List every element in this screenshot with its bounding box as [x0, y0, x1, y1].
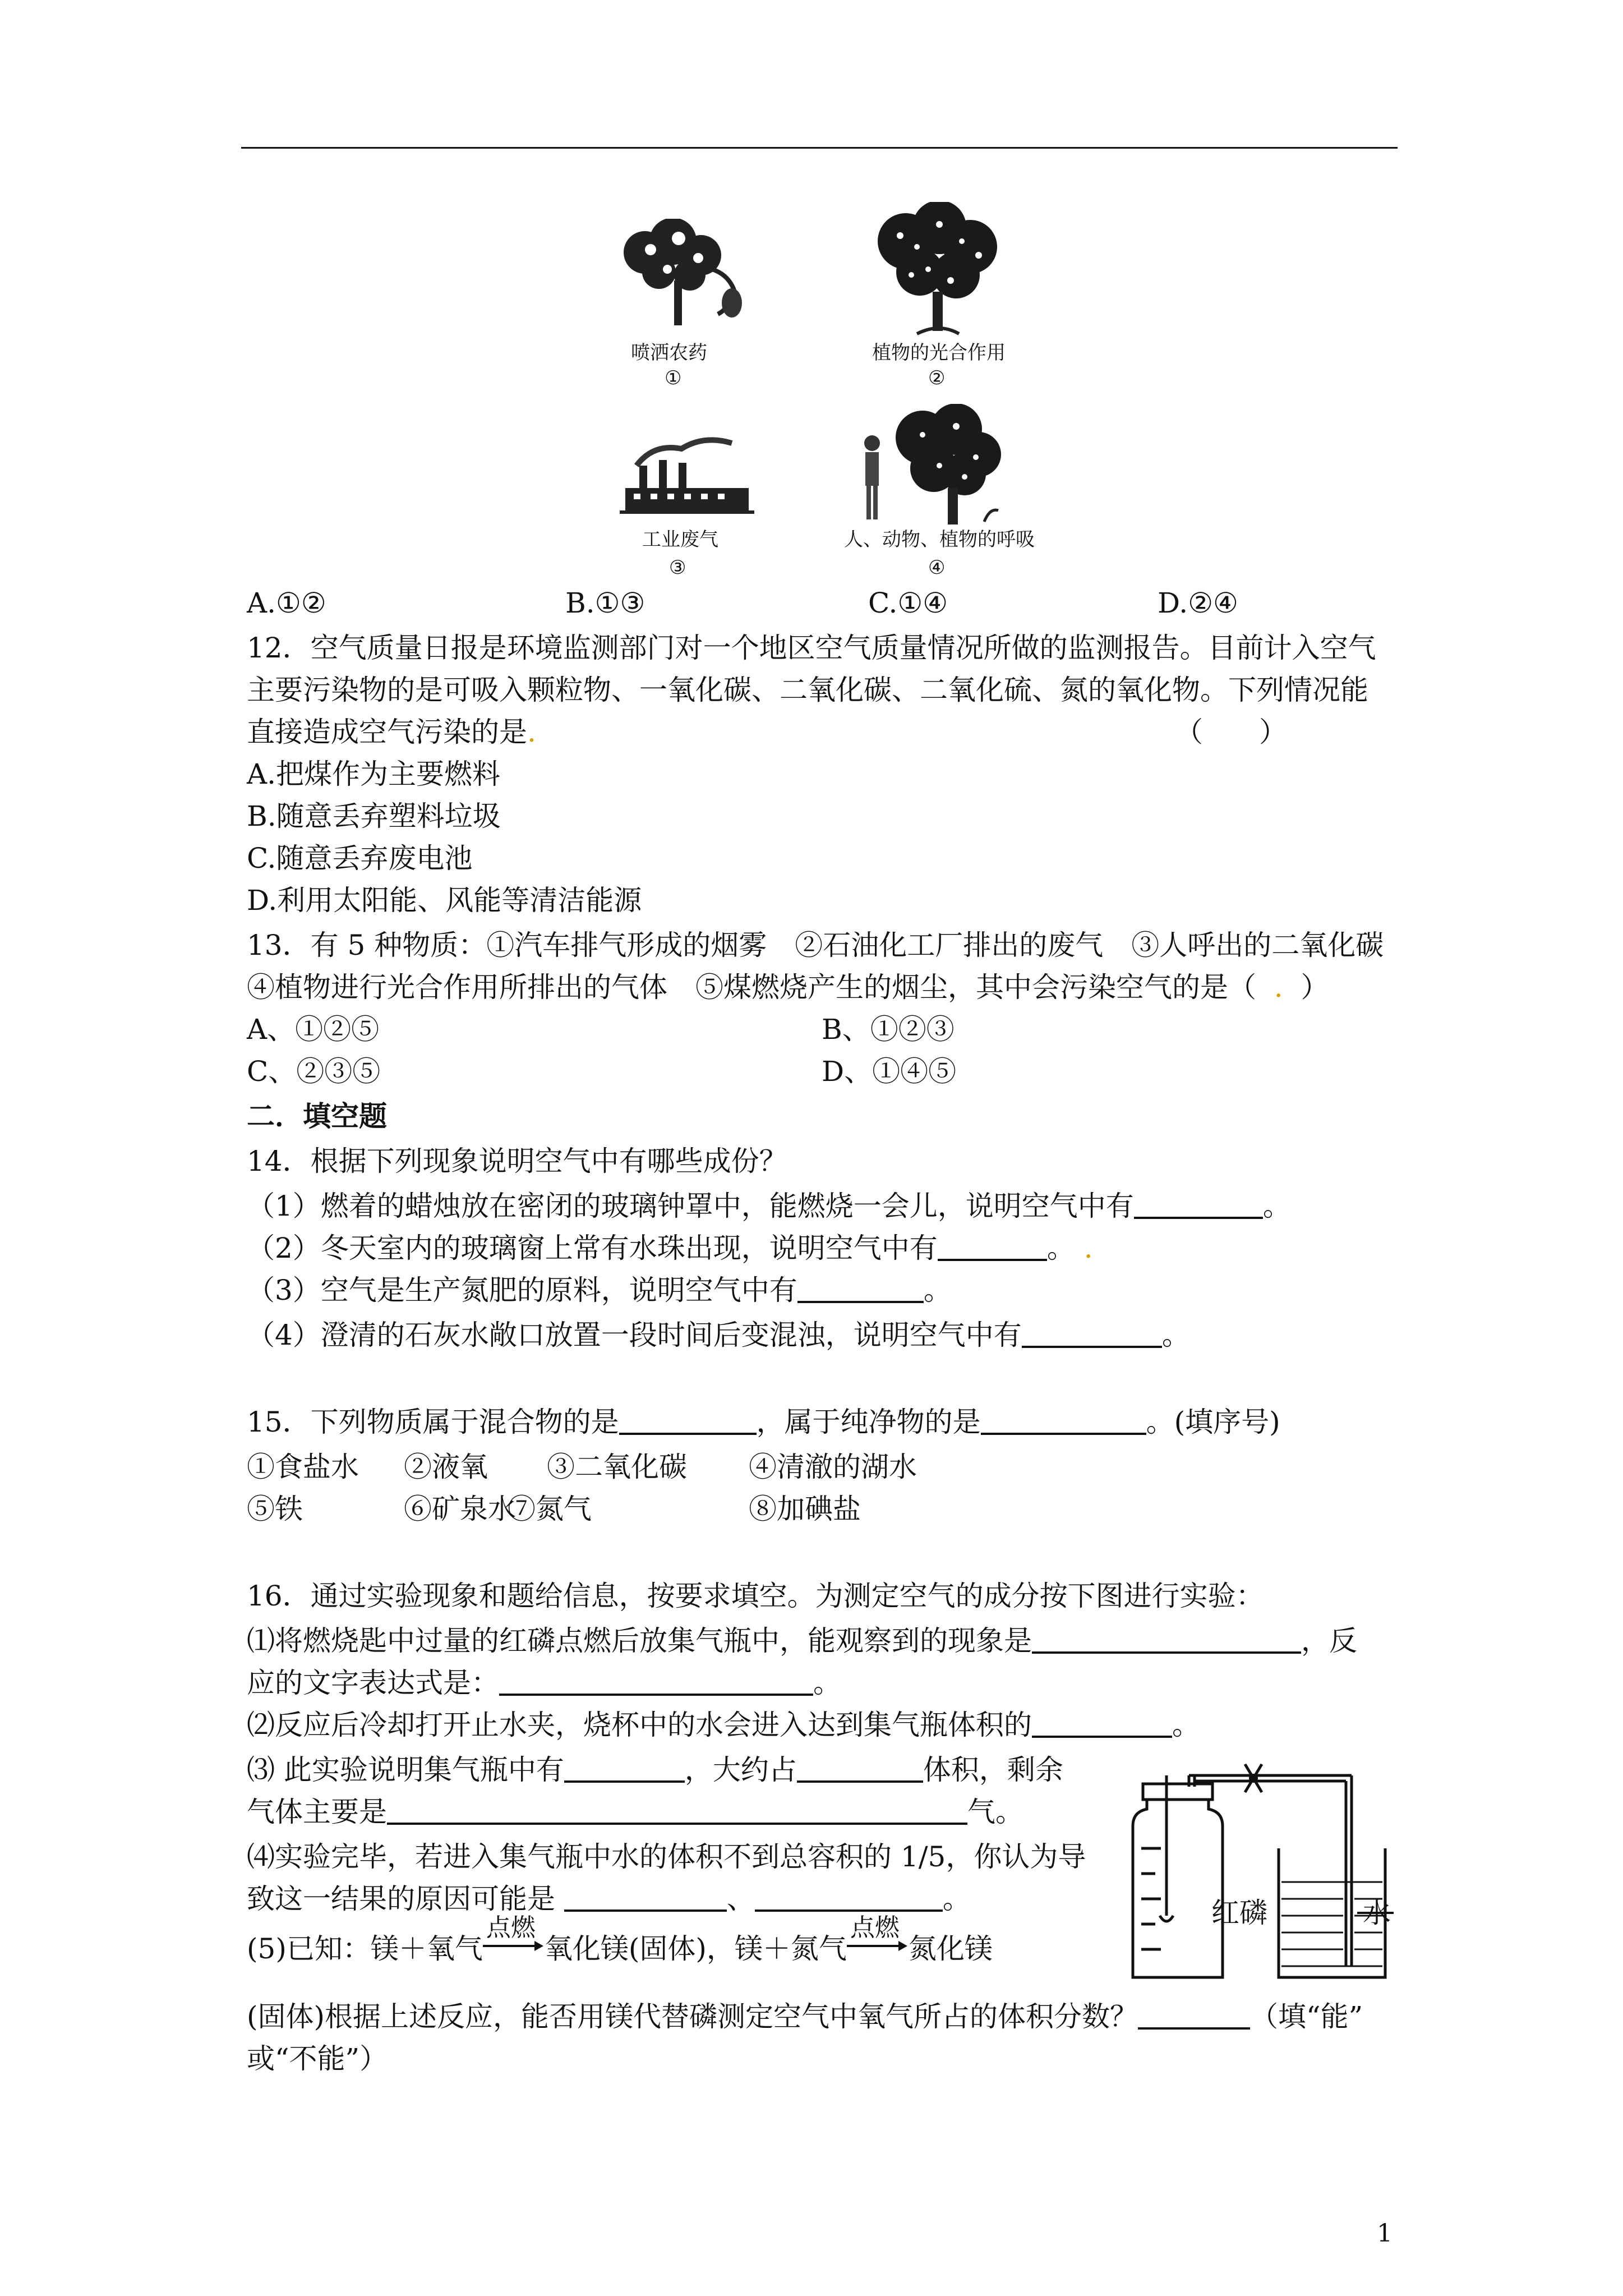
spraying-pesticide-illustration	[611, 219, 757, 331]
apparatus-label-water: 水	[1363, 1897, 1391, 1929]
q15-item-1: ①食盐水	[247, 1451, 359, 1483]
q16-sub-1-equation: 应的文字表达式是： 。	[247, 1667, 841, 1699]
fig-caption-2: 植物的光合作用	[872, 342, 1006, 364]
q12-option-b: B.随意丢弃塑料垃圾	[247, 800, 501, 832]
factory-smoke-illustration	[614, 432, 760, 522]
q16-sub-1: ⑴将燃烧匙中过量的红磷点燃后放集气瓶中，能观察到的现象是 ，反	[247, 1625, 1357, 1657]
q13-option-a: A、①②⑤	[247, 1013, 380, 1046]
q14-sub-4: （4）澄清的石灰水敞口放置一段时间后变混浊，说明空气中有 。	[247, 1319, 1190, 1351]
reaction-arrow-1	[483, 1945, 537, 1947]
fig-caption-4: 人、动物、植物的呼吸	[844, 528, 1035, 551]
fig-number-2: ②	[928, 367, 946, 389]
q16-sub-5-cont-2: 或“不能”）	[247, 2042, 388, 2075]
q13-option-b: B、①②③	[822, 1013, 955, 1046]
fig-number-4: ④	[928, 556, 946, 579]
fig-number-1: ①	[665, 367, 682, 389]
q16-sub-5: (5)已知：镁＋氧气 点燃 氧化镁(固体)，镁＋氮气 点燃 氮化镁	[247, 1913, 993, 1965]
apparatus-label-phosphorus: 红磷	[1211, 1897, 1267, 1929]
fig-caption-1: 喷洒农药	[631, 342, 707, 364]
photosynthesis-tree-illustration	[866, 202, 1007, 339]
q11-option-a: A.①②	[247, 587, 326, 619]
q11-option-d: D.②④	[1158, 587, 1238, 619]
q16-stem: 16．通过实验现象和题给信息，按要求填空。为测定空气的成分按下图进行实验：	[247, 1580, 1264, 1612]
q11-option-b: B.①③	[565, 587, 645, 619]
q15-item-8: ⑧加碘盐	[749, 1493, 861, 1525]
q14-sub-1: （1）燃着的蜡烛放在密闭的玻璃钟罩中，能燃烧一会儿，说明空气中有 。	[247, 1190, 1291, 1222]
q14-stem: 14．根据下列现象说明空气中有哪些成份？	[247, 1145, 787, 1177]
q16-sub-4-cont: 致这一结果的原因可能是 、 。	[247, 1883, 971, 1915]
q16-sub-4: ⑷实验完毕，若进入集气瓶中水的体积不到总容积的 1/5，你认为导	[247, 1841, 1086, 1873]
q16-sub-3-cont: 气体主要是 气。	[247, 1796, 1023, 1828]
q12-option-d: D.利用太阳能、风能等清洁能源	[247, 884, 642, 917]
reaction-arrow-2	[847, 1945, 901, 1947]
q13-line-1: 13．有 5 种物质：①汽车排气形成的烟雾 ②石油化工厂排出的废气 ③人呼出的二氧化碳	[247, 929, 1384, 961]
q15-stem: 15．下列物质属于混合物的是 ，属于纯净物的是 。(填序号)	[247, 1406, 1280, 1438]
q15-item-5: ⑤铁	[247, 1493, 303, 1525]
q14-sub-3: （3）空气是生产氮肥的原料，说明空气中有 。	[247, 1274, 952, 1306]
q13-option-c: C、②③⑤	[247, 1055, 381, 1088]
q12-answer-paren: （ ）	[1175, 716, 1287, 748]
reaction-condition-1: 点燃	[486, 1913, 536, 1942]
q16-sub-3: ⑶ 此实验说明集气瓶中有 ，大约占 体积，剩余	[247, 1754, 1063, 1786]
q12-option-c: C.随意丢弃废电池	[247, 842, 473, 875]
q15-item-7: ⑦氮气	[508, 1493, 592, 1525]
q15-item-6: ⑥矿泉水	[404, 1493, 516, 1525]
q12-line-3: 直接造成空气污染的是.	[247, 716, 536, 748]
page-number: 1	[1377, 2219, 1393, 2248]
q14-sub-2: （2）冬天室内的玻璃窗上常有水珠出现，说明空气中有 。 .	[247, 1232, 1093, 1264]
apparatus-diagram	[1110, 1753, 1396, 1989]
q13-option-d: D、①④⑤	[822, 1055, 957, 1088]
fig-number-3: ③	[669, 556, 686, 579]
fig-caption-3: 工业废气	[642, 528, 718, 551]
respiration-illustration	[850, 404, 1007, 530]
section-title: 二．填空题	[247, 1099, 387, 1133]
q11-option-c: C.①④	[868, 587, 948, 619]
header-rule	[241, 147, 1398, 149]
q12-option-a: A.把煤作为主要燃料	[247, 758, 501, 790]
q15-item-3: ③二氧化碳	[547, 1451, 687, 1483]
q12-line-2: 主要污染物的是可吸入颗粒物、一氧化碳、二氧化碳、二氧化硫、氮的氧化物。下列情况能	[247, 674, 1368, 706]
reaction-condition-2: 点燃	[850, 1913, 900, 1942]
q13-line-2: ④植物进行光合作用所排出的气体 ⑤煤燃烧产生的烟尘，其中会污染空气的是（ . ）	[247, 971, 1329, 1004]
q15-item-2: ②液氧	[404, 1451, 488, 1483]
q16-sub-2: ⑵反应后冷却打开止水夹，烧杯中的水会进入达到集气瓶体积的 。	[247, 1709, 1200, 1741]
q16-sub-5-cont: (固体)根据上述反应，能否用镁代替磷测定空气中氧气所占的体积分数？ （填“能”	[247, 2000, 1363, 2033]
q15-item-4: ④清澈的湖水	[749, 1451, 917, 1483]
q12-line-1: 12．空气质量日报是环境监测部门对一个地区空气质量情况所做的监测报告。目前计入空气	[247, 632, 1376, 664]
